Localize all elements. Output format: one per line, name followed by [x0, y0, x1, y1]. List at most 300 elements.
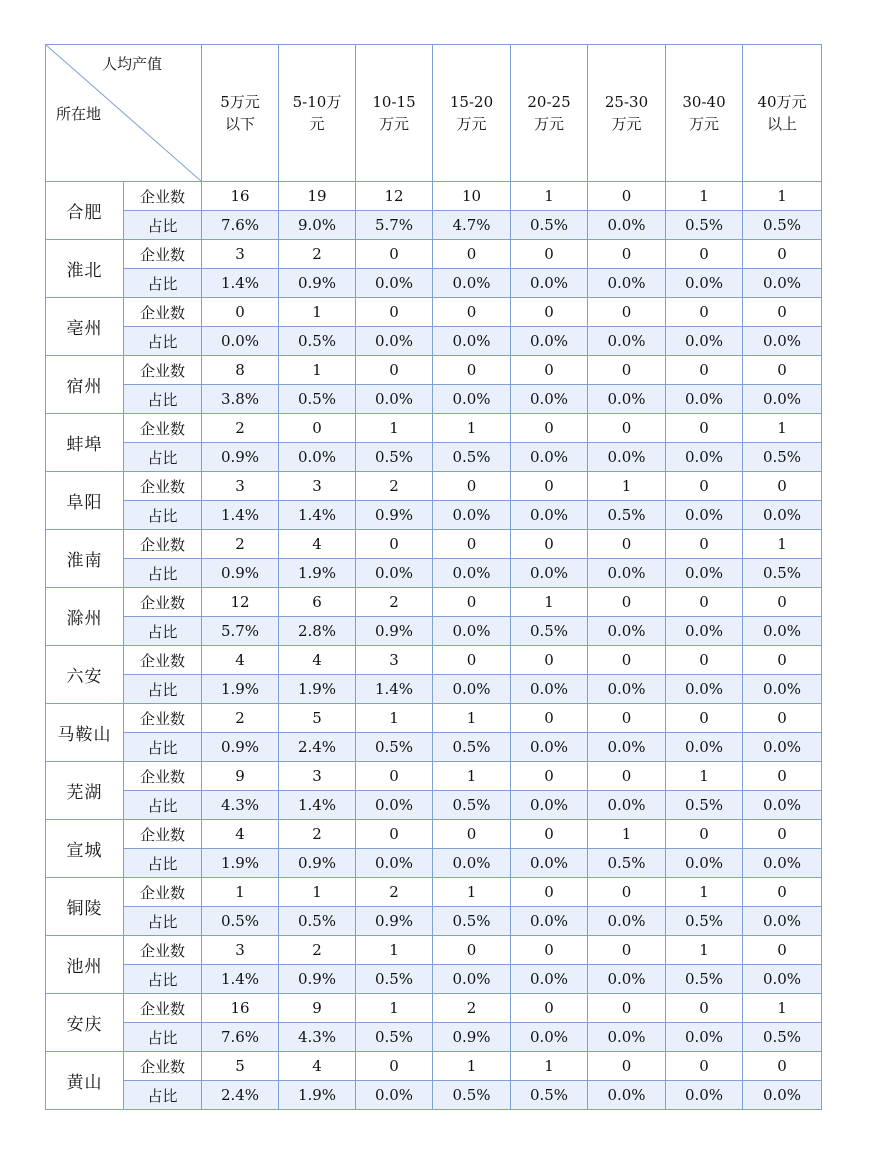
count-cell: 0	[743, 646, 822, 675]
ratio-cell: 0.9%	[279, 965, 356, 994]
corner-label-location: 所在地	[56, 105, 102, 123]
ratio-cell: 2.8%	[279, 617, 356, 646]
count-cell: 0	[356, 762, 433, 791]
count-cell: 0	[666, 240, 743, 269]
count-cell: 1	[743, 182, 822, 211]
count-cell: 0	[511, 414, 588, 443]
ratio-cell: 7.6%	[202, 1023, 279, 1052]
corner-header-cell	[46, 45, 202, 182]
count-cell: 0	[202, 298, 279, 327]
enterprise-output-table	[45, 44, 822, 1110]
ratio-cell: 0.0%	[433, 849, 511, 878]
row-label-ratio: 占比	[124, 617, 202, 646]
ratio-cell: 0.9%	[356, 907, 433, 936]
ratio-cell: 0.0%	[433, 965, 511, 994]
ratio-cell: 1.4%	[202, 269, 279, 298]
row-label-count: 企业数	[124, 240, 202, 269]
row-label-count: 企业数	[124, 936, 202, 965]
count-cell: 0	[666, 1052, 743, 1081]
count-cell: 0	[588, 936, 666, 965]
count-cell: 0	[743, 298, 822, 327]
ratio-cell: 0.0%	[666, 733, 743, 762]
table-row-ratio	[46, 907, 822, 936]
city-cell: 淮南	[46, 530, 124, 588]
row-label-ratio: 占比	[124, 791, 202, 820]
city-cell: 马鞍山	[46, 704, 124, 762]
corner-label-output: 人均产值	[102, 55, 163, 73]
ratio-cell: 9.0%	[279, 211, 356, 240]
count-cell: 0	[588, 182, 666, 211]
ratio-cell: 0.5%	[666, 965, 743, 994]
ratio-cell: 0.0%	[356, 791, 433, 820]
count-cell: 0	[511, 240, 588, 269]
ratio-cell: 0.0%	[666, 269, 743, 298]
count-cell: 0	[433, 298, 511, 327]
ratio-cell: 0.0%	[743, 385, 822, 414]
city-cell: 亳州	[46, 298, 124, 356]
ratio-cell: 0.0%	[588, 791, 666, 820]
count-cell: 0	[511, 762, 588, 791]
count-cell: 0	[356, 1052, 433, 1081]
ratio-cell: 0.0%	[511, 849, 588, 878]
table-row-ratio	[46, 1081, 822, 1110]
ratio-cell: 1.4%	[202, 501, 279, 530]
ratio-cell: 0.0%	[511, 1023, 588, 1052]
count-cell: 0	[433, 646, 511, 675]
count-cell: 0	[588, 1052, 666, 1081]
count-cell: 1	[511, 1052, 588, 1081]
table-row-ratio	[46, 675, 822, 704]
ratio-cell: 0.5%	[588, 849, 666, 878]
row-label-count: 企业数	[124, 356, 202, 385]
ratio-cell: 0.0%	[588, 1081, 666, 1110]
count-cell: 5	[279, 704, 356, 733]
ratio-cell: 0.0%	[433, 385, 511, 414]
count-cell: 0	[588, 878, 666, 907]
ratio-cell: 0.0%	[356, 385, 433, 414]
ratio-cell: 0.0%	[743, 269, 822, 298]
count-cell: 4	[202, 646, 279, 675]
count-cell: 2	[279, 820, 356, 849]
ratio-cell: 0.0%	[588, 907, 666, 936]
count-cell: 0	[743, 356, 822, 385]
city-cell: 淮北	[46, 240, 124, 298]
ratio-cell: 0.0%	[588, 443, 666, 472]
table-row-count	[46, 878, 822, 907]
ratio-cell: 0.0%	[356, 1081, 433, 1110]
ratio-cell: 0.0%	[511, 443, 588, 472]
count-cell: 1	[666, 762, 743, 791]
ratio-cell: 2.4%	[202, 1081, 279, 1110]
ratio-cell: 0.0%	[743, 327, 822, 356]
ratio-cell: 0.0%	[511, 733, 588, 762]
row-label-ratio: 占比	[124, 675, 202, 704]
count-cell: 0	[433, 240, 511, 269]
count-cell: 0	[743, 1052, 822, 1081]
ratio-cell: 0.0%	[666, 1081, 743, 1110]
ratio-cell: 1.9%	[279, 1081, 356, 1110]
ratio-cell: 0.0%	[588, 733, 666, 762]
count-cell: 3	[202, 240, 279, 269]
table-row-ratio	[46, 965, 822, 994]
table-row-count	[46, 936, 822, 965]
ratio-cell: 0.9%	[356, 501, 433, 530]
count-cell: 2	[356, 472, 433, 501]
ratio-cell: 0.0%	[511, 501, 588, 530]
header-row	[46, 45, 822, 182]
count-cell: 3	[279, 762, 356, 791]
count-cell: 0	[511, 530, 588, 559]
ratio-cell: 0.9%	[433, 1023, 511, 1052]
row-label-count: 企业数	[124, 994, 202, 1023]
ratio-cell: 0.0%	[433, 559, 511, 588]
ratio-cell: 0.0%	[356, 559, 433, 588]
ratio-cell: 0.5%	[666, 907, 743, 936]
ratio-cell: 0.9%	[202, 559, 279, 588]
count-cell: 0	[666, 356, 743, 385]
row-label-ratio: 占比	[124, 849, 202, 878]
ratio-cell: 0.0%	[433, 617, 511, 646]
count-cell: 1	[279, 878, 356, 907]
ratio-cell: 0.9%	[279, 269, 356, 298]
table-row-count	[46, 414, 822, 443]
ratio-cell: 0.5%	[743, 1023, 822, 1052]
city-cell: 宿州	[46, 356, 124, 414]
ratio-cell: 0.0%	[511, 675, 588, 704]
count-cell: 0	[588, 298, 666, 327]
ratio-cell: 0.9%	[279, 849, 356, 878]
ratio-cell: 0.0%	[666, 501, 743, 530]
row-label-count: 企业数	[124, 298, 202, 327]
table-row-count	[46, 472, 822, 501]
row-label-ratio: 占比	[124, 907, 202, 936]
count-cell: 0	[433, 530, 511, 559]
count-cell: 1	[666, 182, 743, 211]
row-label-count: 企业数	[124, 588, 202, 617]
row-label-ratio: 占比	[124, 385, 202, 414]
count-cell: 0	[511, 994, 588, 1023]
count-cell: 0	[666, 704, 743, 733]
count-cell: 0	[743, 936, 822, 965]
table-row-count	[46, 298, 822, 327]
city-cell: 芜湖	[46, 762, 124, 820]
ratio-cell: 0.5%	[279, 385, 356, 414]
count-cell: 0	[511, 878, 588, 907]
count-cell: 4	[279, 646, 356, 675]
column-header: 5-10万 元	[279, 45, 356, 182]
count-cell: 2	[202, 414, 279, 443]
count-cell: 2	[356, 588, 433, 617]
count-cell: 1	[433, 704, 511, 733]
ratio-cell: 0.0%	[279, 443, 356, 472]
count-cell: 0	[743, 762, 822, 791]
city-cell: 阜阳	[46, 472, 124, 530]
ratio-cell: 0.5%	[588, 501, 666, 530]
count-cell: 8	[202, 356, 279, 385]
count-cell: 0	[666, 646, 743, 675]
ratio-cell: 0.9%	[356, 617, 433, 646]
city-cell: 滁州	[46, 588, 124, 646]
count-cell: 0	[666, 472, 743, 501]
ratio-cell: 0.0%	[511, 965, 588, 994]
ratio-cell: 0.0%	[588, 675, 666, 704]
count-cell: 1	[202, 878, 279, 907]
count-cell: 12	[356, 182, 433, 211]
ratio-cell: 0.5%	[433, 791, 511, 820]
count-cell: 9	[279, 994, 356, 1023]
count-cell: 1	[588, 472, 666, 501]
ratio-cell: 0.5%	[356, 733, 433, 762]
ratio-cell: 0.0%	[588, 211, 666, 240]
count-cell: 0	[356, 356, 433, 385]
row-label-count: 企业数	[124, 414, 202, 443]
ratio-cell: 5.7%	[202, 617, 279, 646]
count-cell: 0	[511, 356, 588, 385]
count-cell: 4	[202, 820, 279, 849]
count-cell: 0	[433, 472, 511, 501]
ratio-cell: 1.9%	[279, 675, 356, 704]
ratio-cell: 0.5%	[511, 1081, 588, 1110]
row-label-ratio: 占比	[124, 965, 202, 994]
ratio-cell: 0.5%	[356, 965, 433, 994]
ratio-cell: 0.0%	[743, 907, 822, 936]
count-cell: 1	[433, 762, 511, 791]
ratio-cell: 0.0%	[743, 1081, 822, 1110]
ratio-cell: 0.5%	[433, 1081, 511, 1110]
ratio-cell: 0.9%	[202, 443, 279, 472]
ratio-cell: 0.0%	[743, 733, 822, 762]
count-cell: 0	[666, 588, 743, 617]
ratio-cell: 0.0%	[356, 327, 433, 356]
ratio-cell: 0.0%	[511, 269, 588, 298]
ratio-cell: 4.3%	[279, 1023, 356, 1052]
ratio-cell: 0.9%	[202, 733, 279, 762]
count-cell: 0	[588, 646, 666, 675]
ratio-cell: 0.5%	[279, 907, 356, 936]
table-row-count	[46, 820, 822, 849]
ratio-cell: 1.4%	[279, 501, 356, 530]
count-cell: 0	[433, 936, 511, 965]
count-cell: 0	[743, 240, 822, 269]
ratio-cell: 4.3%	[202, 791, 279, 820]
table-row-count	[46, 356, 822, 385]
ratio-cell: 0.5%	[666, 791, 743, 820]
city-cell: 蚌埠	[46, 414, 124, 472]
count-cell: 1	[743, 994, 822, 1023]
column-header: 40万元 以上	[743, 45, 822, 182]
ratio-cell: 0.5%	[433, 907, 511, 936]
row-label-ratio: 占比	[124, 1081, 202, 1110]
city-cell: 合肥	[46, 182, 124, 240]
row-label-ratio: 占比	[124, 1023, 202, 1052]
count-cell: 0	[588, 762, 666, 791]
table-row-ratio	[46, 327, 822, 356]
ratio-cell: 0.0%	[666, 443, 743, 472]
table-row-count	[46, 530, 822, 559]
count-cell: 4	[279, 1052, 356, 1081]
row-label-ratio: 占比	[124, 733, 202, 762]
ratio-cell: 4.7%	[433, 211, 511, 240]
count-cell: 1	[356, 704, 433, 733]
ratio-cell: 1.9%	[202, 675, 279, 704]
ratio-cell: 0.0%	[743, 501, 822, 530]
ratio-cell: 0.0%	[743, 849, 822, 878]
count-cell: 0	[511, 936, 588, 965]
count-cell: 0	[743, 704, 822, 733]
count-cell: 1	[666, 878, 743, 907]
ratio-cell: 1.4%	[279, 791, 356, 820]
ratio-cell: 2.4%	[279, 733, 356, 762]
count-cell: 0	[279, 414, 356, 443]
ratio-cell: 0.0%	[433, 501, 511, 530]
ratio-cell: 0.0%	[511, 791, 588, 820]
count-cell: 0	[511, 820, 588, 849]
count-cell: 0	[511, 704, 588, 733]
ratio-cell: 7.6%	[202, 211, 279, 240]
ratio-cell: 1.4%	[356, 675, 433, 704]
count-cell: 9	[202, 762, 279, 791]
ratio-cell: 0.0%	[743, 617, 822, 646]
city-cell: 宣城	[46, 820, 124, 878]
count-cell: 0	[356, 298, 433, 327]
ratio-cell: 0.0%	[588, 617, 666, 646]
ratio-cell: 1.9%	[202, 849, 279, 878]
row-label-count: 企业数	[124, 762, 202, 791]
count-cell: 12	[202, 588, 279, 617]
row-label-count: 企业数	[124, 472, 202, 501]
count-cell: 1	[511, 588, 588, 617]
ratio-cell: 0.0%	[666, 675, 743, 704]
count-cell: 2	[202, 704, 279, 733]
city-cell: 安庆	[46, 994, 124, 1052]
column-header: 10-15 万元	[356, 45, 433, 182]
city-cell: 铜陵	[46, 878, 124, 936]
count-cell: 0	[666, 298, 743, 327]
count-cell: 0	[511, 298, 588, 327]
count-cell: 0	[743, 588, 822, 617]
table-row-count	[46, 762, 822, 791]
row-label-ratio: 占比	[124, 443, 202, 472]
row-label-ratio: 占比	[124, 211, 202, 240]
count-cell: 0	[433, 356, 511, 385]
ratio-cell: 5.7%	[356, 211, 433, 240]
ratio-cell: 0.0%	[511, 559, 588, 588]
table-row-ratio	[46, 733, 822, 762]
count-cell: 0	[666, 994, 743, 1023]
count-cell: 1	[433, 1052, 511, 1081]
ratio-cell: 0.0%	[433, 269, 511, 298]
row-label-ratio: 占比	[124, 327, 202, 356]
ratio-cell: 0.0%	[743, 965, 822, 994]
ratio-cell: 0.5%	[433, 443, 511, 472]
count-cell: 0	[356, 240, 433, 269]
count-cell: 0	[356, 530, 433, 559]
table-row-count	[46, 182, 822, 211]
count-cell: 0	[588, 994, 666, 1023]
count-cell: 0	[511, 472, 588, 501]
table-row-count	[46, 588, 822, 617]
ratio-cell: 0.5%	[356, 443, 433, 472]
count-cell: 3	[356, 646, 433, 675]
row-label-ratio: 占比	[124, 559, 202, 588]
count-cell: 1	[511, 182, 588, 211]
ratio-cell: 1.4%	[202, 965, 279, 994]
count-cell: 0	[743, 472, 822, 501]
ratio-cell: 0.0%	[666, 849, 743, 878]
count-cell: 1	[743, 530, 822, 559]
ratio-cell: 0.0%	[666, 1023, 743, 1052]
count-cell: 2	[433, 994, 511, 1023]
count-cell: 0	[588, 240, 666, 269]
row-label-count: 企业数	[124, 1052, 202, 1081]
ratio-cell: 0.5%	[279, 327, 356, 356]
count-cell: 1	[356, 994, 433, 1023]
ratio-cell: 0.5%	[356, 1023, 433, 1052]
count-cell: 1	[666, 936, 743, 965]
table-row-ratio	[46, 501, 822, 530]
count-cell: 0	[666, 530, 743, 559]
ratio-cell: 0.0%	[433, 675, 511, 704]
ratio-cell: 0.5%	[511, 617, 588, 646]
count-cell: 0	[588, 588, 666, 617]
ratio-cell: 0.5%	[666, 211, 743, 240]
count-cell: 19	[279, 182, 356, 211]
column-header: 15-20 万元	[433, 45, 511, 182]
ratio-cell: 3.8%	[202, 385, 279, 414]
count-cell: 0	[433, 588, 511, 617]
ratio-cell: 0.5%	[202, 907, 279, 936]
table-row-ratio	[46, 385, 822, 414]
count-cell: 0	[666, 820, 743, 849]
row-label-count: 企业数	[124, 182, 202, 211]
count-cell: 5	[202, 1052, 279, 1081]
row-label-ratio: 占比	[124, 269, 202, 298]
row-label-count: 企业数	[124, 878, 202, 907]
table-row-ratio	[46, 269, 822, 298]
column-header: 30-40 万元	[666, 45, 743, 182]
count-cell: 1	[356, 936, 433, 965]
ratio-cell: 0.0%	[666, 617, 743, 646]
ratio-cell: 0.0%	[588, 1023, 666, 1052]
ratio-cell: 0.0%	[743, 675, 822, 704]
ratio-cell: 0.0%	[588, 559, 666, 588]
row-label-ratio: 占比	[124, 501, 202, 530]
table-row-count	[46, 646, 822, 675]
count-cell: 0	[588, 704, 666, 733]
table-row-count	[46, 704, 822, 733]
ratio-cell: 0.5%	[743, 443, 822, 472]
count-cell: 3	[202, 472, 279, 501]
count-cell: 2	[202, 530, 279, 559]
city-cell: 黄山	[46, 1052, 124, 1110]
ratio-cell: 0.0%	[356, 269, 433, 298]
ratio-cell: 1.9%	[279, 559, 356, 588]
count-cell: 0	[356, 820, 433, 849]
table-row-ratio	[46, 617, 822, 646]
city-cell: 六安	[46, 646, 124, 704]
count-cell: 1	[433, 878, 511, 907]
ratio-cell: 0.0%	[588, 269, 666, 298]
count-cell: 2	[279, 240, 356, 269]
count-cell: 4	[279, 530, 356, 559]
count-cell: 2	[279, 936, 356, 965]
count-cell: 1	[356, 414, 433, 443]
ratio-cell: 0.0%	[588, 327, 666, 356]
ratio-cell: 0.5%	[743, 211, 822, 240]
count-cell: 0	[588, 356, 666, 385]
count-cell: 0	[743, 878, 822, 907]
count-cell: 6	[279, 588, 356, 617]
